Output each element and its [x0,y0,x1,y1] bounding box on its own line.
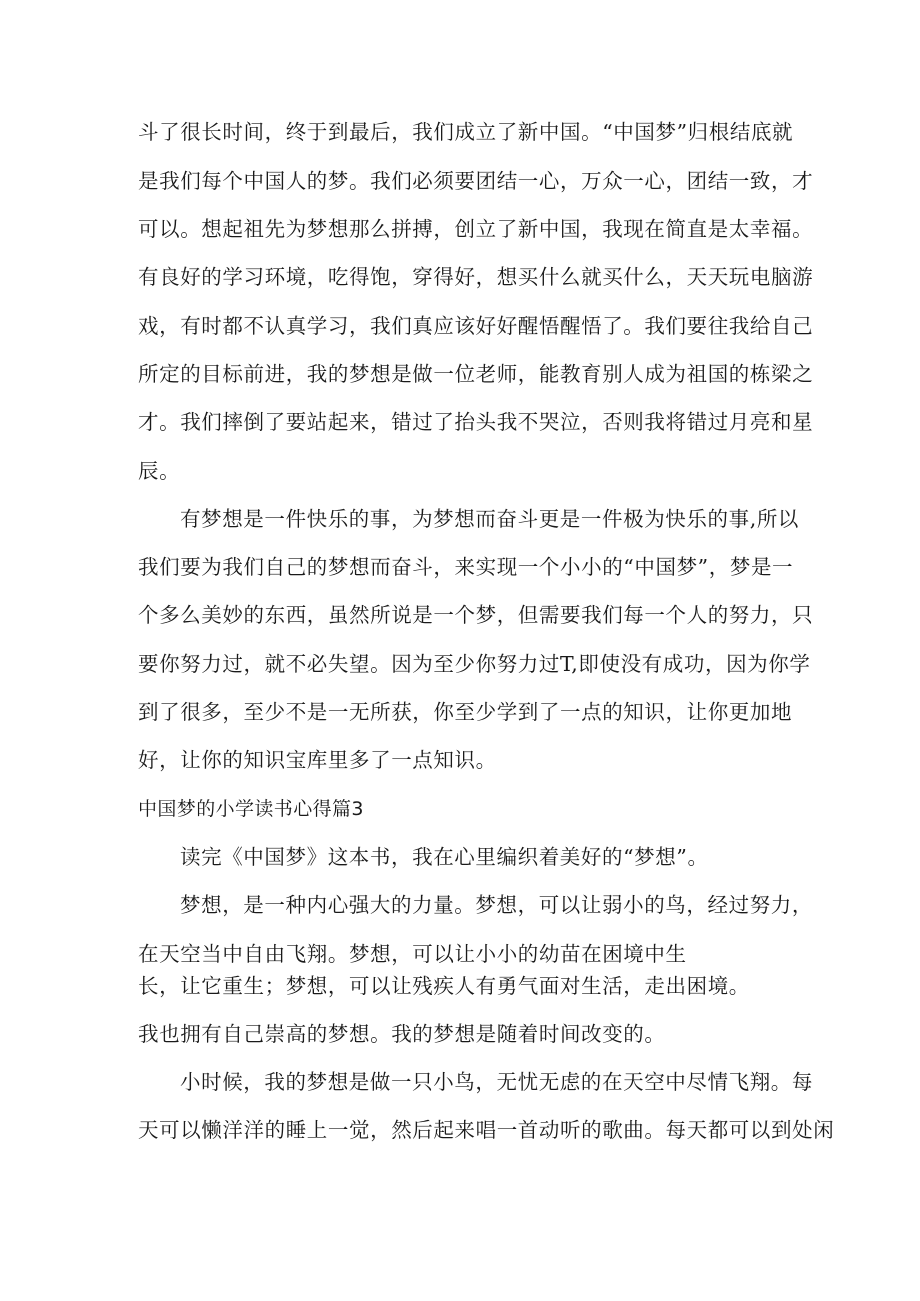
text-line: 才。我们摔倒了要站起来，错过了抬头我不哭泣，否则我将错过月亮和星 [138,410,814,434]
text-line: 在天空当中自由飞翔。梦想，可以让小小的幼苗在困境中生 [138,942,687,966]
text-line: 有良好的学习环境，吃得饱，穿得好，想买什么就买什么，天天玩电脑游 [138,265,814,289]
paragraph-first-line: 小时候，我的梦想是做一只小鸟，无忧无虑的在天空中尽情飞翔。每 [180,1070,813,1094]
text-line: 斗了很长时间，终于到最后，我们成立了新中国。“中国梦”归根结底就 [138,120,794,144]
text-line: 是我们每个中国人的梦。我们必须要团结一心，万众一心，团结一致，才 [138,169,814,193]
text-line: 我也拥有自己崇高的梦想。我的梦想是随着时间改变的。 [138,1022,666,1046]
paragraph-first-line: 梦想，是一种内心强大的力量。梦想，可以让弱小的鸟，经过努力， [180,893,813,917]
text-line: 所定的目标前进，我的梦想是做一位老师，能教育别人成为祖国的栋梁之 [138,362,814,386]
text-line: 戏，有时都不认真学习，我们真应该好好醒悟醒悟了。我们要往我给自己 [138,314,814,338]
section-heading: 中国梦的小学读书心得篇3 [138,798,364,820]
text-line: 个多么美妙的东西，虽然所说是一个梦，但需要我们每一个人的努力，只 [138,603,814,627]
text-line: 好，让你的知识宝库里多了一点知识。 [138,748,497,772]
text-line: 要你努力过，就不必失望。因为至少你努力过T,即使没有成功，因为你学 [138,652,811,676]
text-line: 到了很多，至少不是一无所获，你至少学到了一点的知识，让你更加地 [138,700,793,724]
text-line: 天可以懒洋洋的睡上一觉，然后起来唱一首动听的歌曲。每天都可以到处闲 [138,1118,835,1142]
paragraph-first-line: 有梦想是一件快乐的事，为梦想而奋斗更是一件极为快乐的事,所以 [180,507,800,531]
paragraph-first-line: 读完《中国梦》这本书，我在心里编织着美好的“梦想”。 [180,845,709,869]
text-line: 我们要为我们自己的梦想而奋斗，来实现一个小小的“中国梦”，梦是一 [138,555,794,579]
text-line: 辰。 [138,459,181,483]
text-line: 可以。想起祖先为梦想那么拼搏，创立了新中国，我现在简直是太幸福。 [138,217,814,241]
text-line: 长，让它重生；梦想，可以让残疾人有勇气面对生活，走出困境。 [138,974,750,998]
